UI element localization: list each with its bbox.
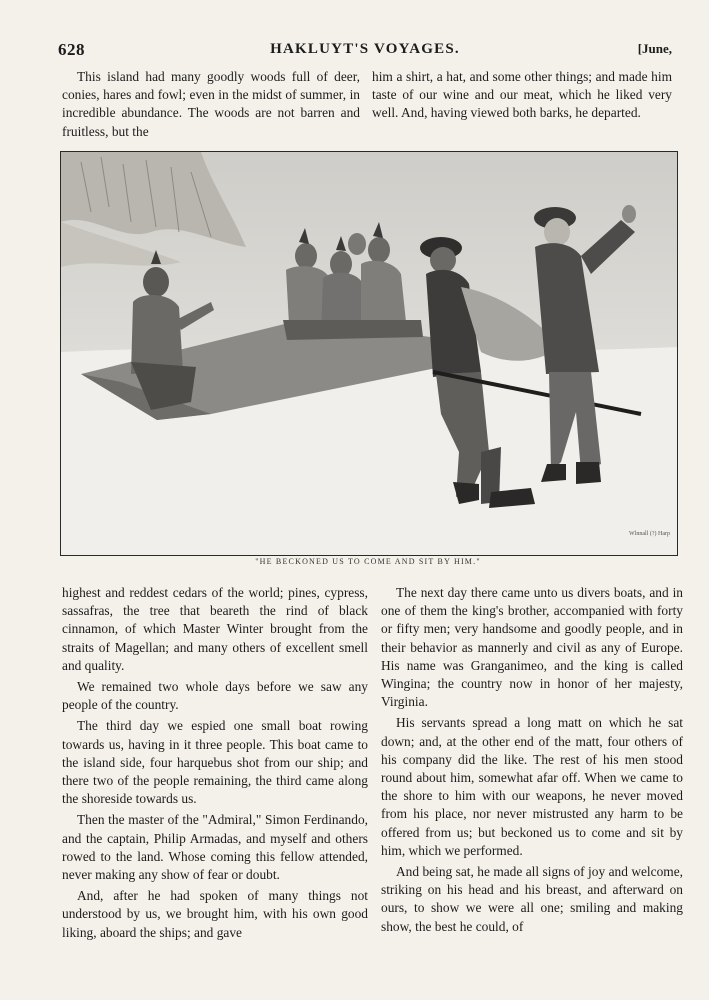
paragraph: him a shirt, a hat, and some other things; and made him taste of our wine and our meat, which he liked very well. And, having viewed both barks, he departed. — [372, 69, 672, 121]
page-number: 628 — [58, 40, 85, 59]
paragraph: highest and reddest cedars of the world; pines, cypress, sassafras, the tree that beareth the rind of black cinnamon, of which Master Winter brought from the straits of Magellan; and many others of excellent smell and quality. — [62, 585, 368, 673]
paragraph: And, after he had spoken of many things not understood by us, we brought him, with his own good liking, aboard the ships; and gave — [62, 888, 368, 940]
paragraph: His servants spread a long matt on which he sat down; and, at the other end of the matt, four others of his company did the like. The rest of his men stood round about him, somewhat afar off. When we came to the shore to him with our weapons, he never moved from his place, nor never mistrusted any harm to be offered from us; but beckoned us to come and sit by him, which we performed. — [381, 715, 683, 858]
illustration — [60, 151, 678, 556]
running-title: HAKLUYT'S VOYAGES. — [270, 41, 460, 57]
running-month: [June, — [637, 41, 672, 56]
paragraph: Then the master of the "Admiral," Simon Ferdinando, and the captain, Philip Armadas, and myself and others rowed to the land. Whose coming this fellow attended, never making any show of fear or doubt. — [62, 812, 368, 883]
paragraph: And being sat, he made all signs of joy and welcome, striking on his head and his breast, and afterward on ours, to show we were all one; smiling and making show, the best he could, of — [381, 864, 683, 934]
bottom-right-column — [381, 584, 683, 936]
top-left-column — [62, 68, 360, 141]
bottom-left-column — [62, 584, 368, 942]
illustration-drawing — [61, 152, 677, 555]
paragraph: The third day we espied one small boat rowing towards us, having in it three people. This boat came to the island side, four harquebus shot from our ship; and there two of the people remaining, the third came along the shoreside towards us. — [62, 718, 368, 807]
illustration-caption: "HE BECKONED US TO COME AND SIT BY HIM." — [255, 557, 481, 566]
paragraph: This island had many goodly woods full of deer, conies, hares and fowl; even in the midst of summer, in incredible abundance. The woods are not barren and fruitless, but the — [62, 69, 360, 139]
top-right-column — [372, 68, 672, 123]
running-header — [58, 40, 672, 62]
artist-signature: Wlnnall (?) Harp — [629, 531, 670, 537]
paragraph: The next day there came unto us divers boats, and in one of them the king's brother, accompanied with forty or fifty men; very handsome and goodly people, and in their behavior as mannerly and civil as any of Europe. His name was Granganimeo, and the king is called Wingina; the country now in honor of her majesty, Virginia. — [381, 585, 683, 710]
paragraph: We remained two whole days before we saw any people of the country. — [62, 679, 368, 713]
